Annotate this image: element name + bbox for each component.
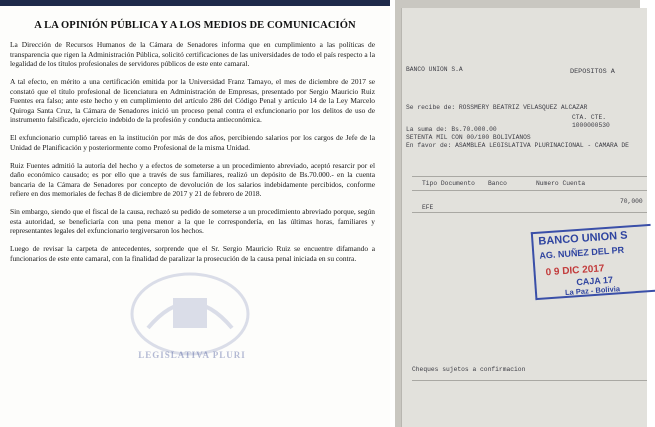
- watermark-text: LEGISLATIVA PLURI: [138, 350, 246, 360]
- stamp-branch: AG. NUÑEZ DEL PR: [539, 244, 625, 261]
- divider: [412, 190, 647, 191]
- column-header: Numero Cuenta: [536, 180, 586, 187]
- stamp-city: La Paz - Bolivia: [564, 284, 621, 298]
- divider: [412, 212, 647, 213]
- paragraph: Luego de revisar la carpeta de antecedentes, sorprende que el Sr. Sergio Mauricio Ruiz se encuentre difamando a funcionarios de este ente camaral, con la finalidad de paralizar la prosecución de la causa penal iniciada en su contra.: [10, 244, 375, 263]
- cash-label: EFE: [422, 204, 434, 211]
- paragraph: Ruiz Fuentes admitió la autoría del hecho y a efectos de someterse a un procedimiento abreviado, aceptó resarcir por el daño económico causado; es por ello que a través de sus familiares, realizó un depósito de Bs.70.000.- en la cuenta bancaria de la Cámara de Senadores por concepto de devolución de los salarios indebidamente percibidos, conforme refiere en dos memoriales de fechas 8 de diciembre de 2017 y 21 de febrero de 2018.: [10, 160, 375, 199]
- received-from: Se recibe de: ROSSMERY BEATRIZ VELASQUEZ ALCAZAR: [406, 104, 588, 111]
- divider: [412, 176, 647, 177]
- seal-watermark-icon: [128, 268, 253, 356]
- divider: [412, 380, 647, 381]
- account-type: CTA. CTE.: [572, 114, 607, 121]
- stamp-bank: BANCO UNION S: [538, 229, 628, 248]
- amount-in-words: SETENTA MIL CON 00/100 BOLIVIANOS: [406, 134, 531, 141]
- stamp-date: 0 9 DIC 2017: [545, 263, 605, 279]
- column-header: Tipo Documento: [422, 180, 475, 187]
- deposit-receipt-photo: [395, 0, 643, 427]
- paragraph: A tal efecto, en mérito a una certificación emitida por la Universidad Franz Tamayo, el mes de diciembre de 2017 se constató que el título profesional de licenciatura en Administración de Empresas, presentado por Sergio Mauricio Ruiz Fuentes era falso; ante este hecho y en cumplimiento del artículo 286 del Código Penal y artículo 14 de la Ley Marcelo Quiroga Santa Cruz, la Cámara de Senadores inició un proceso penal contra el exfuncionario por los delitos de uso de instrumento falsificado, ejercicio indebido de la profesión y conducta antieconómica.: [10, 76, 375, 125]
- bank-stamp: [531, 224, 655, 300]
- paragraph: Sin embargo, siendo que el fiscal de la causa, rechazó su pedido de someterse a un procedimiento abreviado porque, según esta autoridad, se beneficiaría con una pena menor a la que le correspondería, en las últimas horas, familiares y representantes legales del exfuncionario tergiversaron los hechos.: [10, 207, 375, 236]
- bank-name: BANCO UNION S.A: [406, 66, 463, 73]
- stamp-teller: CAJA 17: [576, 274, 614, 288]
- cash-amount: 70,000: [620, 198, 643, 205]
- document-type: DEPOSITOS A: [570, 68, 615, 76]
- statement-body: [10, 40, 375, 271]
- deposit-receipt: [401, 8, 647, 427]
- account-number: 1000000530: [572, 122, 610, 129]
- beneficiary: En favor de: ASAMBLEA LEGISLATIVA PLURINACIONAL - CAMARA DE: [406, 142, 629, 149]
- amount: La suma de: Bs.70.000.00: [406, 126, 497, 133]
- column-header: Banco: [488, 180, 507, 187]
- paragraph: El exfuncionario cumplió tareas en la institución por más de dos años, percibiendo salarios por los cargos de Jefe de la Unidad de Planificación y posteriormente como Profesional de la misma Unidad.: [10, 133, 375, 152]
- statement-headline: A LA OPINIÓN PÚBLICA Y A LOS MEDIOS DE COMUNICACIÓN: [34, 20, 356, 31]
- paragraph: La Dirección de Recursos Humanos de la Cámara de Senadores informa que en cumplimiento a las políticas de transparencia que rigen la Administración Pública, solicitó certificaciones de las universidades de todo el país respecto a la legalidad de los títulos profesionales de servidores públicos de este ente camaral.: [10, 40, 375, 69]
- header-bar: [0, 0, 390, 6]
- receipt-footer: Cheques sujetos a confirmacion: [412, 366, 526, 373]
